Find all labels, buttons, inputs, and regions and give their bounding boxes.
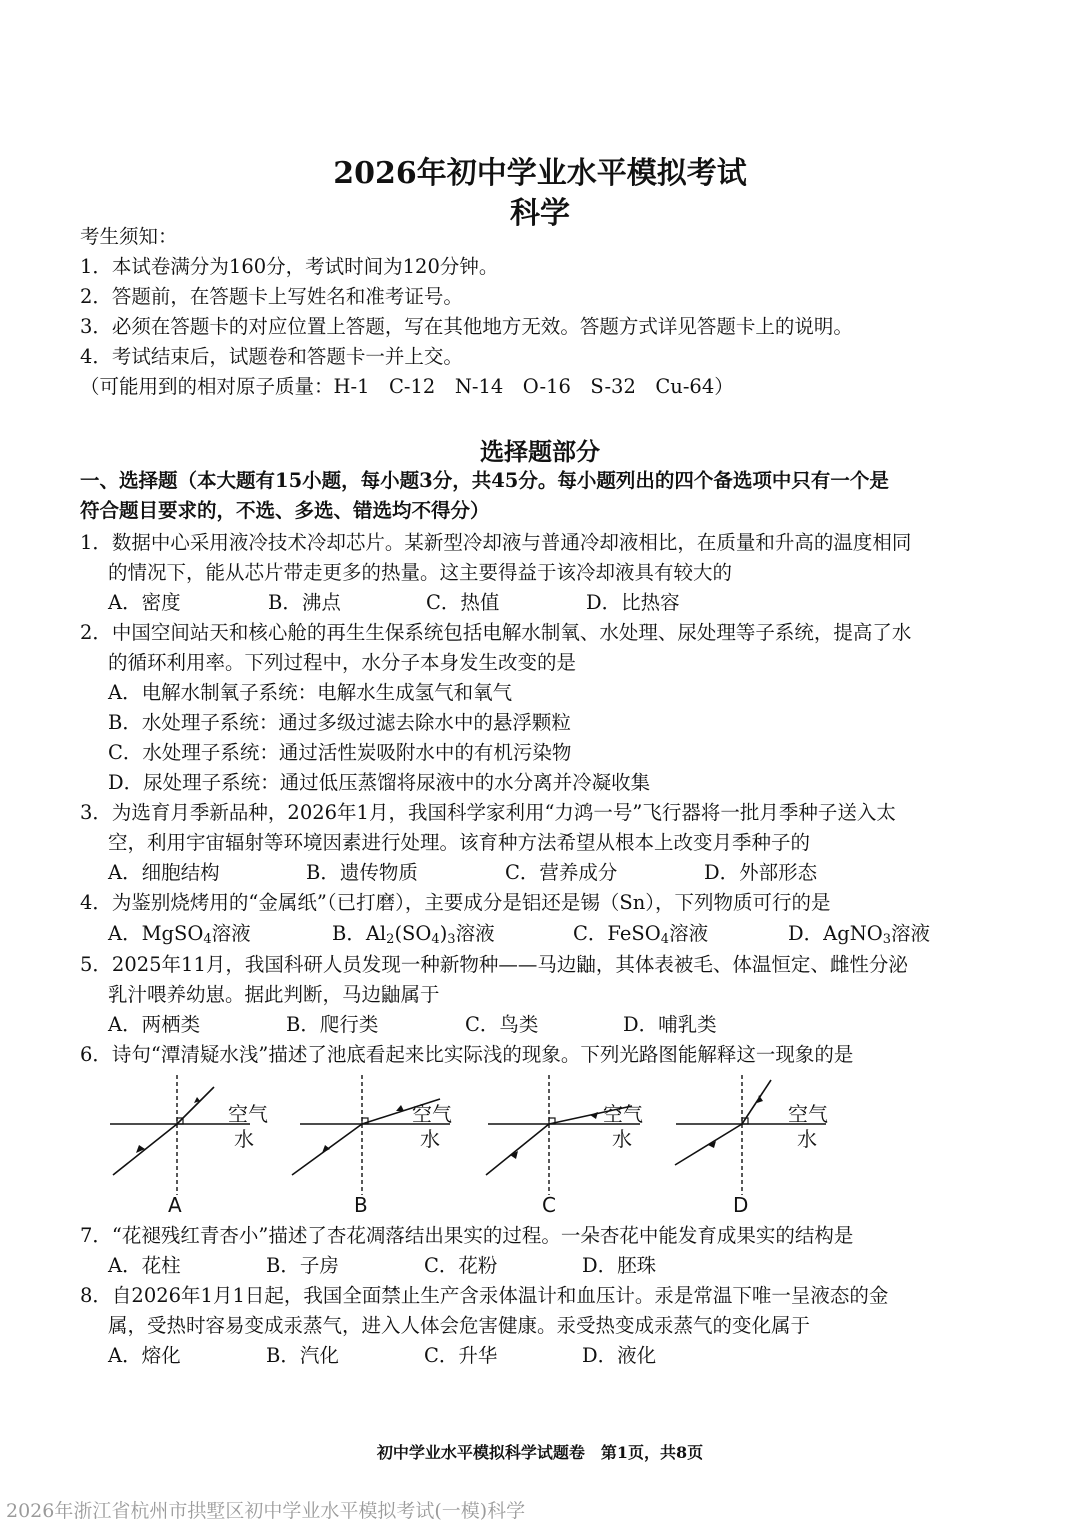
q5-option-d: D．哺乳类 bbox=[623, 1013, 717, 1036]
q8-option-a: A．熔化 bbox=[108, 1344, 181, 1367]
q6-b-air-label: 空气 bbox=[412, 1102, 452, 1126]
q6-diagram-a bbox=[110, 1075, 268, 1217]
q8-stem-1: 8．自2026年1月1日起，我国全面禁止生产含汞体温计和血压计。汞是常温下唯一呈液态的金 bbox=[80, 1284, 889, 1307]
q7-option-c: C．花粉 bbox=[424, 1254, 498, 1277]
q4-option-a: A．MgSO$_4$溶液 bbox=[108, 922, 251, 947]
q4-option-d: D．AgNO$_3$溶液 bbox=[788, 922, 931, 947]
notice-item-3: 3．必须在答题卡的对应位置上答题，写在其他地方无效。答题方式详见答题卡上的说明。 bbox=[80, 315, 853, 338]
q3-stem-1: 3．为选育月季新品种，2026年1月，我国科学家利用“力鸿一号”飞行器将一批月季种子送入太 bbox=[80, 801, 896, 824]
source-watermark: 2026年浙江省杭州市拱墅区初中学业水平模拟考试(一模)科学 bbox=[6, 1500, 526, 1522]
q2-option-a: A．电解水制氧子系统：电解水生成氢气和氧气 bbox=[108, 681, 513, 704]
q6-diagram-d bbox=[675, 1075, 828, 1217]
notice-item-4: 4．考试结束后，试题卷和答题卡一并上交。 bbox=[80, 345, 463, 368]
section-instruction-2: 符合题目要求的，不选、多选、错选均不得分） bbox=[80, 499, 490, 522]
q6-c-water-label: 水 bbox=[612, 1127, 632, 1151]
q3-stem-2: 空，利用宇宙辐射等环境因素进行处理。该育种方法希望从根本上改变月季种子的 bbox=[108, 831, 811, 854]
q6-d-water-label: 水 bbox=[797, 1127, 817, 1151]
q1-option-b: B．沸点 bbox=[268, 591, 341, 614]
q4-stem-1: 4．为鉴别烧烤用的“金属纸”（已打磨），主要成分是铝还是锡（Sn），下列物质可行的是 bbox=[80, 891, 831, 914]
q6-b-water-label: 水 bbox=[420, 1127, 440, 1151]
q8-option-d: D．液化 bbox=[582, 1344, 657, 1367]
q5-option-c: C．鸟类 bbox=[465, 1013, 539, 1036]
q6-b-panel-label: B bbox=[354, 1193, 368, 1217]
atomic-masses: （可能用到的相对原子质量：H-1 C-12 N-14 O-16 S-32 Cu-64） bbox=[80, 375, 734, 398]
q5-stem-1: 5．2025年11月，我国科研人员发现一种新物种——马边鼬，其体表被毛、体温恒定、雌性分泌 bbox=[80, 953, 908, 976]
q3-option-b: B．遗传物质 bbox=[306, 861, 418, 884]
q2-stem-1: 2．中国空间站天和核心舱的再生生保系统包括电解水制氧、水处理、尿处理等子系统，提高了水 bbox=[80, 621, 912, 644]
q2-option-d: D．尿处理子系统：通过低压蒸馏将尿液中的水分离并冷凝收集 bbox=[108, 771, 651, 794]
q2-option-c: C．水处理子系统：通过活性炭吸附水中的有机污染物 bbox=[108, 741, 572, 764]
q1-option-c: C．热值 bbox=[426, 591, 500, 614]
q8-option-b: B．汽化 bbox=[266, 1344, 339, 1367]
q8-stem-2: 属，受热时容易变成汞蒸气，进入人体会危害健康。汞受热变成汞蒸气的变化属于 bbox=[108, 1314, 811, 1337]
q7-option-d: D．胚珠 bbox=[582, 1254, 657, 1277]
q6-d-air-label: 空气 bbox=[788, 1102, 828, 1126]
q6-c-air-label: 空气 bbox=[603, 1102, 643, 1126]
q4-option-b: B．$Al_2(SO_4)_3$溶液 bbox=[332, 922, 495, 947]
section-title: 选择题部分 bbox=[480, 437, 600, 466]
q1-option-d: D．比热容 bbox=[586, 591, 680, 614]
q7-option-b: B．子房 bbox=[266, 1254, 339, 1277]
q8-option-c: C．升华 bbox=[424, 1344, 498, 1367]
notice-item-1: 1．本试卷满分为160分，考试时间为120分钟。 bbox=[80, 255, 499, 278]
q6-stem-1: 6．诗句“潭清疑水浅”描述了池底看起来比实际浅的现象。下列光路图能解释这一现象的是 bbox=[80, 1043, 854, 1066]
q5-option-a: A．两栖类 bbox=[108, 1013, 201, 1036]
q1-stem-1: 1．数据中心采用液冷技术冷却芯片。某新型冷却液与普通冷却液相比，在质量和升高的温度相同 bbox=[80, 531, 912, 554]
q6-ray-diagrams bbox=[0, 1075, 1080, 1225]
q3-option-a: A．细胞结构 bbox=[108, 861, 220, 884]
subject-title: 科学 bbox=[510, 196, 570, 231]
q3-option-d: D．外部形态 bbox=[704, 861, 818, 884]
q6-d-panel-label: D bbox=[733, 1193, 749, 1217]
q6-a-water-label: 水 bbox=[234, 1127, 254, 1151]
q5-option-b: B．爬行类 bbox=[286, 1013, 379, 1036]
q6-c-panel-label: C bbox=[542, 1193, 556, 1217]
q6-diagram-b bbox=[292, 1075, 452, 1217]
page-footer: 初中学业水平模拟科学试题卷 第1页，共8页 bbox=[376, 1443, 704, 1462]
q3-option-c: C．营养成分 bbox=[505, 861, 618, 884]
notice-item-2: 2．答题前，在答题卡上写姓名和准考证号。 bbox=[80, 285, 463, 308]
section-instruction-1: 一、选择题（本大题有15小题，每小题3分，共45分。每小题列出的四个备选项中只有一个是 bbox=[80, 469, 889, 492]
q1-stem-2: 的情况下，能从芯片带走更多的热量。这主要得益于该冷却液具有较大的 bbox=[108, 561, 733, 584]
exam-title: 2026年初中学业水平模拟考试 bbox=[333, 156, 747, 191]
q4-option-c: C．FeSO$_4$溶液 bbox=[573, 922, 709, 947]
q6-diagram-c bbox=[486, 1075, 643, 1217]
q5-stem-2: 乳汁喂养幼崽。据此判断，马边鼬属于 bbox=[108, 983, 440, 1006]
q6-a-air-label: 空气 bbox=[228, 1102, 268, 1126]
q7-option-a: A．花柱 bbox=[108, 1254, 181, 1277]
q6-a-panel-label: A bbox=[168, 1193, 182, 1217]
q2-stem-2: 的循环利用率。下列过程中，水分子本身发生改变的是 bbox=[108, 651, 577, 674]
q1-option-a: A．密度 bbox=[108, 591, 181, 614]
q7-stem-1: 7．“花褪残红青杏小”描述了杏花凋落结出果实的过程。一朵杏花中能发育成果实的结构是 bbox=[80, 1224, 854, 1247]
q2-option-b: B．水处理子系统：通过多级过滤去除水中的悬浮颗粒 bbox=[108, 711, 571, 734]
notice-heading: 考生须知： bbox=[80, 225, 178, 248]
